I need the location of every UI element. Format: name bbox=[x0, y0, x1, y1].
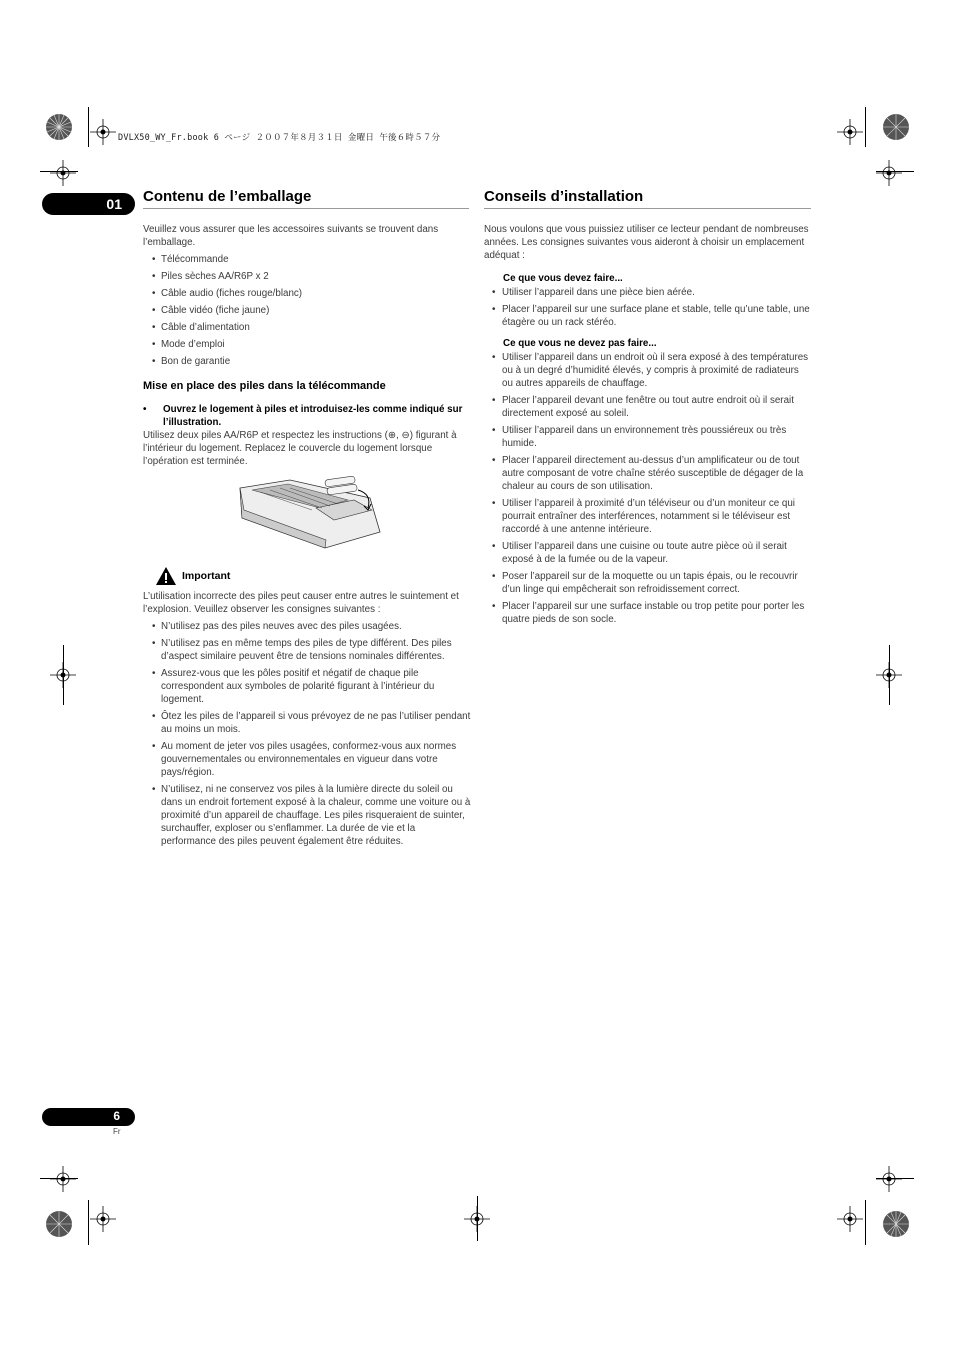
do-heading: Ce que vous devez faire... bbox=[503, 273, 623, 284]
trim-line bbox=[865, 1200, 866, 1245]
package-contents-list bbox=[143, 253, 471, 368]
instruction-bold: Ouvrez le logement à piles et introduisez-les comme indiqué sur l’illustration. bbox=[163, 404, 463, 428]
crosshair-icon bbox=[50, 160, 76, 186]
important-block bbox=[143, 566, 471, 852]
chapter-number: 01 bbox=[106, 196, 122, 212]
language-code: Fr bbox=[113, 1127, 121, 1136]
subsection-heading: Mise en place des piles dans la télécommande bbox=[143, 380, 386, 392]
bullet: • bbox=[143, 404, 147, 415]
print-file-info: DVLX50_WY_Fr.book 6 ページ ２００７年８月３１日 金曜日 午後６時５７分 bbox=[118, 133, 441, 143]
list-item: • N’utilisez, ni ne conservez vos piles à la lumière directe du soleil ou dans un endroit fortement exposé à la chaleur, comme une voiture ou à proximité d’un appareil de chauffage. Les piles risqueraient de suinter, surchauffer, exploser ou s’enflammer. La durée de vie et la performance des piles peuvent également être réduites. bbox=[143, 783, 471, 848]
list-item: • Télécommande bbox=[143, 253, 471, 266]
list-item: • Câble d’alimentation bbox=[143, 321, 471, 334]
instruction-step bbox=[143, 403, 471, 429]
section-heading: Contenu de l’emballage bbox=[143, 188, 312, 205]
registration-wheel-icon bbox=[44, 1209, 74, 1239]
right-column bbox=[484, 223, 812, 630]
section-heading: Conseils d’installation bbox=[484, 188, 644, 205]
important-heading bbox=[155, 566, 471, 586]
registration-wheel-icon bbox=[881, 1209, 911, 1239]
important-label: Important bbox=[182, 569, 231, 582]
warning-icon bbox=[155, 566, 177, 586]
list-item: • Assurez-vous que les pôles positif et négatif de chaque pile correspondent aux symboles de polarité figurant à l’intérieur du logement. bbox=[143, 667, 471, 706]
list-item: • Poser l’appareil sur de la moquette ou un tapis épais, ou le recouvrir d’un linge qui empêcherait son refroidissement correct. bbox=[484, 570, 812, 596]
crosshair-icon bbox=[876, 160, 902, 186]
list-item: • Utiliser l’appareil dans un endroit où il sera exposé à des températures ou à un degré d’humidité élevés, y compris à proximité de radiateurs ou autres appareils de chauffage. bbox=[484, 351, 812, 390]
list-item: • Câble vidéo (fiche jaune) bbox=[143, 304, 471, 317]
list-item: • Câble audio (fiches rouge/blanc) bbox=[143, 287, 471, 300]
list-item: • Utiliser l’appareil dans une pièce bien aérée. bbox=[484, 286, 812, 299]
page-number-tab bbox=[42, 1108, 135, 1126]
list-item: • Mode d’emploi bbox=[143, 338, 471, 351]
intro-text: Nous voulons que vous puissiez utiliser ce lecteur pendant de nombreuses années. Les consignes suivantes vous aideront à choisir un emplacement adéquat : bbox=[484, 224, 809, 261]
crosshair-icon bbox=[90, 1206, 116, 1232]
battery-warnings-list bbox=[143, 620, 471, 848]
crosshair-icon bbox=[90, 119, 116, 145]
trim-line bbox=[865, 107, 866, 147]
dont-heading: Ce que vous ne devez pas faire... bbox=[503, 338, 657, 349]
trim-line bbox=[876, 1178, 914, 1179]
crosshair-icon bbox=[837, 119, 863, 145]
section-title-right bbox=[484, 188, 811, 209]
list-item: • Au moment de jeter vos piles usagées, conformez-vous aux normes gouvernementales ou environnementales en vigueur dans votre pays/région. bbox=[143, 740, 471, 779]
trim-line bbox=[477, 1196, 478, 1241]
trim-line bbox=[40, 1178, 78, 1179]
list-item: • N’utilisez pas en même temps des piles de type différent. Des piles d’aspect similaire peuvent être de tensions nominales différentes. bbox=[143, 637, 471, 663]
remote-battery-illustration bbox=[230, 470, 385, 550]
list-item: • Placer l’appareil sur une surface plane et stable, telle qu’une table, une étagère ou un rack stéréo. bbox=[484, 303, 812, 329]
trim-line bbox=[876, 171, 914, 172]
registration-wheel-icon bbox=[44, 112, 74, 142]
list-item: • Placer l’appareil sur une surface instable ou trop petite pour porter les quatre pieds de son socle. bbox=[484, 600, 812, 626]
instruction-text: Utilisez deux piles AA/R6P et respectez les instructions (⊕, ⊖) figurant à l’intérieur du logement. Replacez le couvercle du logement lorsque l’opération est terminée. bbox=[143, 430, 457, 467]
list-item: • Utiliser l’appareil dans un environnement très poussiéreux ou très humide. bbox=[484, 424, 812, 450]
trim-line bbox=[40, 171, 78, 172]
chapter-tab bbox=[42, 193, 135, 215]
crosshair-icon bbox=[50, 1166, 76, 1192]
list-item: • Placer l’appareil devant une fenêtre ou tout autre endroit où il serait directement exposé au soleil. bbox=[484, 394, 812, 420]
dont-list bbox=[484, 351, 812, 626]
list-item: • Bon de garantie bbox=[143, 355, 471, 368]
trim-line bbox=[63, 645, 64, 705]
section-title-left bbox=[143, 188, 469, 209]
list-item: • Utiliser l’appareil dans une cuisine ou toute autre pièce où il serait exposé à de la fumée ou de la vapeur. bbox=[484, 540, 812, 566]
crosshair-icon bbox=[876, 1166, 902, 1192]
page-number: 6 bbox=[113, 1109, 120, 1123]
trim-line bbox=[88, 107, 89, 147]
trim-line bbox=[889, 645, 890, 705]
list-item: • Placer l’appareil directement au-dessus d’un amplificateur ou de tout autre composant de votre chaîne stéréo susceptible de dégager de la chaleur au cours de son utilisation. bbox=[484, 454, 812, 493]
list-item: • Ôtez les piles de l’appareil si vous prévoyez de ne pas l’utiliser pendant au moins un mois. bbox=[143, 710, 471, 736]
intro-text: Veuillez vous assurer que les accessoires suivants se trouvent dans l’emballage. bbox=[143, 224, 439, 248]
important-intro: L’utilisation incorrecte des piles peut causer entre autres le suintement et l’explosion. Veuillez observer les consignes suivantes : bbox=[143, 591, 459, 615]
list-item: • N’utilisez pas des piles neuves avec des piles usagées. bbox=[143, 620, 471, 633]
crosshair-icon bbox=[837, 1206, 863, 1232]
trim-line bbox=[88, 1200, 89, 1245]
list-item: • Utiliser l’appareil à proximité d’un téléviseur ou d’un moniteur ce qui pourrait entraîner des interférences, notamment si le téléviseur est raccordé à une antenne intérieure. bbox=[484, 497, 812, 536]
left-column bbox=[143, 223, 471, 468]
do-list bbox=[484, 286, 812, 329]
registration-wheel-icon bbox=[881, 112, 911, 142]
list-item: • Piles sèches AA/R6P x 2 bbox=[143, 270, 471, 283]
